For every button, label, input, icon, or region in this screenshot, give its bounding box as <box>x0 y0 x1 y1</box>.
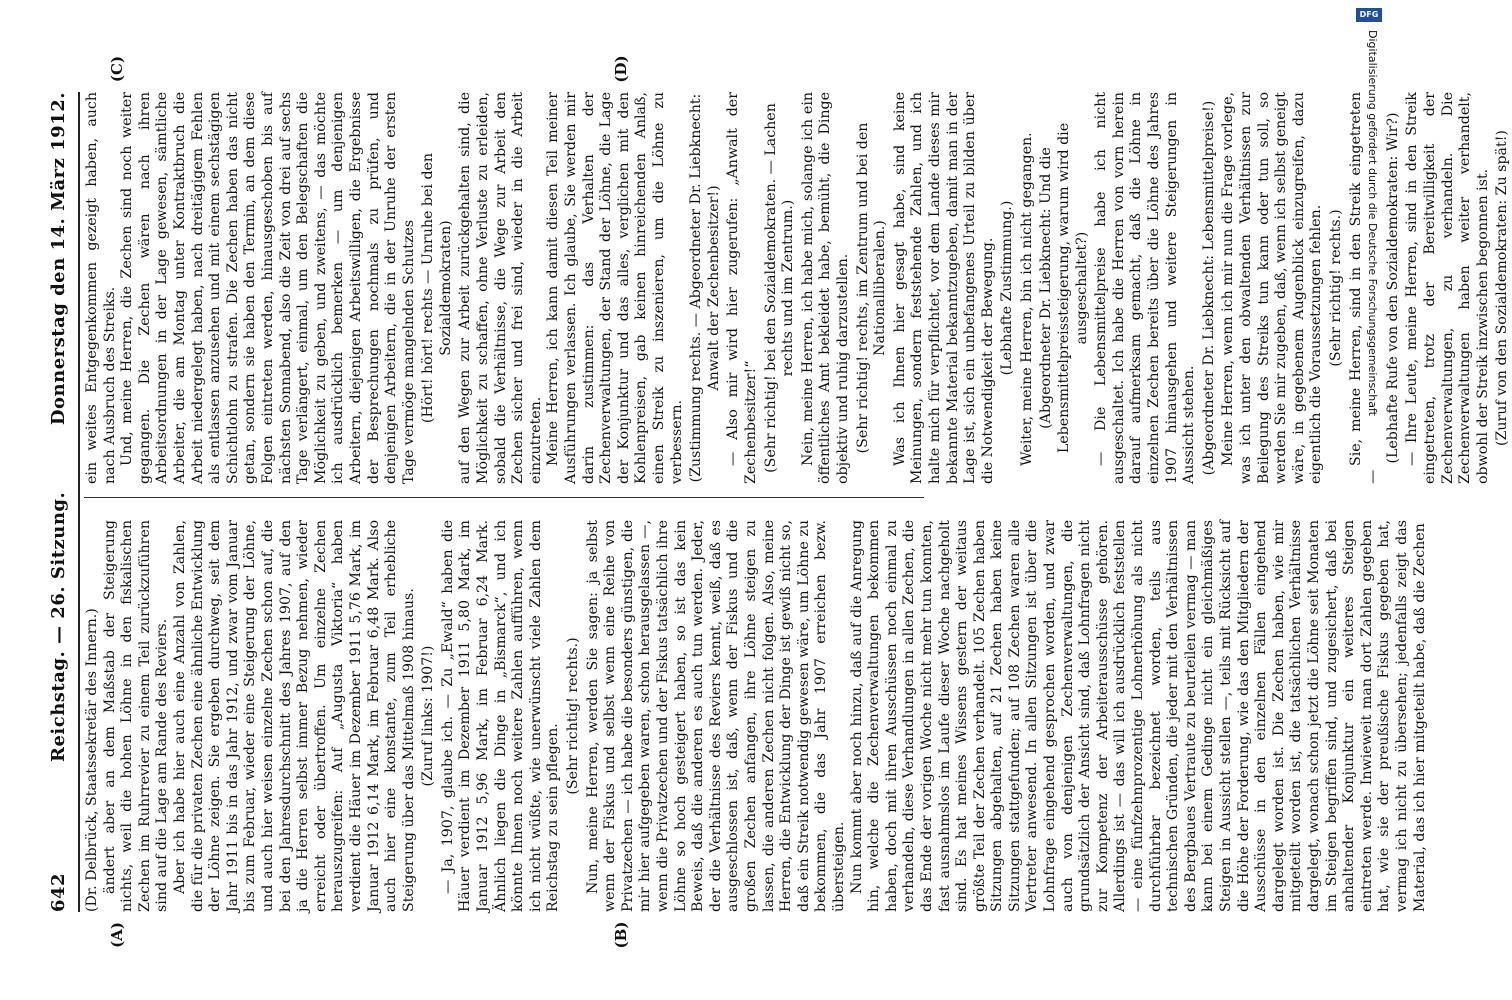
interjection: (Lebhafte Rufe von den Sozialdemokraten: Wir?) <box>1384 112 1401 464</box>
interjection: (Sehr richtig! rechts, im Zentrum und bei den Nationalliberalen.) <box>854 122 889 454</box>
interjection: (Zuruf links: 1907!) <box>420 645 437 787</box>
paragraph: Was ich Ihnen hier gesagt habe, sind keine Meinungen, sondern feststehende Zahlen, und ich halte mich für verpflichtet, vor dem Lande dieses mir bekannte Material bekanntzugeben, damit man in der Lage ist, sich ein unbefangenes Urteil zu bilden über die Notwendigkeit der Bewegung. <box>891 92 996 484</box>
paragraph: Meine Herren, wenn ich mir nun die Frage vorlege, was ich unter den obwaltenden Verhältnissen zur Beilegung des Streiks tun kann oder tun soll, so werden Sie mir zugeben, daß, wenn ich selbst geneigt wäre, in gegebenem Augenblick einzugreifen, dazu eigentlich die Voraussetzungen fehlen. <box>1220 92 1325 484</box>
header-left-title: Reichstag. — 26. Sitzung. <box>48 491 69 762</box>
paragraph: — Die Lebensmittelpreise habe ich nicht ausgeschaltet. Ich habe die Herren von vorn herein darauf aufmerksam gemacht, daß die Löhne in einzelnen Zechen bereits über die Löhne des Jahres 1907 hinausgehen und weitere Steigerungen in Aussicht stehen. <box>1093 92 1198 484</box>
margin-marker-a: (A) <box>108 922 126 948</box>
interjection: (Sehr richtig! rechts.) <box>1327 209 1344 367</box>
digitization-credit: Digitalisierung gefördert durch die Deutsche Forschungsgemeinschaft <box>1366 30 1379 416</box>
margin-marker-b: (B) <box>612 921 630 949</box>
paragraph: ändert aber an dem Maßstab der Steigerung nichts, weil die hohen Löhne in den fiskalischen Zechen im Ruhrrevier zu einem Teil zurückzuführen sind auf die Lage am Rande des Reviers. <box>101 520 171 912</box>
paragraph: ein weites Entgegenkommen gezeigt haben, auch nach Ausbruch des Streiks. <box>84 92 118 484</box>
paragraph: Aber ich habe hier auch eine Anzahl von Zahlen, die für die privaten Zechen eine ähnliche Entwicklung der Löhne zeigen. Sie ergeben durchweg, seit dem Jahr 1911 bis in das Jahr 1912, und zwar vom Januar bis zum Februar, wieder eine Steigerung der Löhne, und auch hier weisen einzelne Zechen schon auf, die bei den Jahresdurchschnitt des Jahres 1907, auf den ja die Herren selbst immer Bezug nehmen, wieder erreicht oder übertroffen. Um einzelne Zechen herauszugreifen: Auf „Augusta Viktoria“ haben verdient die Häuer im Dezember 1911 5,76 Mark, im Januar 1912 6,14 Mark, im Februar 6,48 Mark. Also auch hier eine konstante, zum Teil erhebliche Steigerung über das Mittelmaß 1908 hinaus. <box>171 520 417 912</box>
paragraph: Und, meine Herren, die Zechen sind noch weiter gegangen. Die Zechen wären nach ihren Arbeitsordnungen in der Lage gewesen, sämtliche Arbeiter, die am Montag unter Kontraktbruch die Arbeit niedergelegt haben, nach dreitägigem Fehlen als entlassen anzusehen und mit einem sechstägigen Schichtlohn zu strafen. Die Zechen haben das nicht getan, sondern sie haben den Termin, an dem diese Folgen eintreten werden, hinausgeschoben bis auf nächsten Sonnabend, also die Zeit von drei auf sechs Tage verlängert, einmal, um den Belegschaften die Möglichkeit zu geben, und zweitens, — das möchte ich ausdrücklich bemerken — um denjenigen Arbeitern, diejenigen Arbeitswilligen, die Ergebnisse der Besprechungen nochmals zu prüfen, und denjenigen Arbeitern, die in der Unruhe der ersten Tage vermöge mangelnden Schutzes <box>119 92 417 484</box>
interjection: (Zustimmung rechts. — Abgeordneter Dr. Liebknecht: Anwalt der Zechenbesitzer!) <box>688 93 722 483</box>
paragraph: Nein, meine Herren, ich habe mich, solange ich ein öffentliches Amt bekleidet habe, bemüht, die Dinge objektiv und ruhig darzustellen. <box>799 92 851 484</box>
paragraph: Nun kommt aber noch hinzu, daß auf die Anregung hin, welche die Zechenverwaltungen bekommen haben, doch mit ihren Ausschüssen noch einmal zu verhandeln, diese Verhandlungen in allen Zechen, die das Ende der vorigen Woche nicht mehr tun konnten, fast ausnahmslos im Laufe dieser Woche nachgeholt sind. Es hat meines Wissens gestern der weitaus größte Teil der Zechen verhandelt. 105 Zechen haben Sitzungen abgehalten, auf 21 Zechen haben keine Sitzungen stattgefunden; auf 108 Zechen waren alle Vertreter anwesend. In allen Sitzungen ist über die Lohnfrage eingehend gesprochen worden, und zwar auch von denjenigen Zechenverwaltungen, die grundsätzlich der Ansicht sind, daß Lohnfragen nicht zur Kompetenz der Arbeiterausschüsse gehören. Allerdings ist — das will ich ausdrücklich feststellen — eine fünfzehnprozentige Lohnerhöhung als nicht durchführbar bezeichnet worden, teils aus technischen Gründen, die jeder mit den Verhältnissen des Bergbaues Vertraute zu beurteilen vermag — man kann bei einem Gedinge nicht ein gleichmäßiges Steigen in Aussicht stellen —, teils mit Rücksicht auf die Höhe der Forderung, wie das den Mitgliedern der Ausschüsse in den einzelnen Fällen eingehend dargelegt worden ist. Die Zechen haben, wie mir mitgeteilt worden ist, die tatsächlichen Verhältnisse dargelegt, wonach schon jetzt die Löhne seit Monaten im Steigen begriffen sind, und zugesichert, daß bei anhaltender Konjunktur ein weiteres Steigen eintreten werde. Inwieweit man dort Zahlen gegeben hat, wie sie der preußische Fiskus gegeben hat, vermag ich nicht zu übersehen; jedenfalls zeigt das Material, das ich hier mitgeteilt habe, daß die Zechen <box>848 520 1428 912</box>
column-divider <box>84 497 924 498</box>
paragraph: — Also mir wird hier zugerufen: „Anwalt der Zechenbesitzer!“ <box>725 92 759 484</box>
page-header <box>48 92 74 912</box>
interjection: (Sehr richtig! rechts.) <box>565 637 582 795</box>
header-right-title: Donnerstag den 14. März 1912. <box>48 92 69 426</box>
page-number: 642 <box>48 872 69 912</box>
margin-marker-d: (D) <box>612 55 630 83</box>
paragraph: (Dr. Delbrück, Staatssekretär des Innern.) <box>84 608 100 912</box>
dfg-logo: DFG <box>1356 8 1382 22</box>
paragraph: — Ihre Leute, meine Herren, sind in den Streik eingetreten, trotz der Bereitwilligkeit der Zechenverwaltungen, zu verhandeln. Die Zechenverwaltungen haben weiter verhandelt, obwohl der Streik inzwischen begonnen ist. <box>1404 92 1491 484</box>
interjection: (Zuruf von den Sozialdemokraten: Zu spät!) <box>1494 130 1511 446</box>
paragraph: Meine Herren, ich kann damit diesen Teil meiner Ausführungen verlassen. Ich glaube, Sie werden mir darin zustimmen: das Verhalten der Zechenverwaltungen, der Stand der Löhne, die Lage der Konjunktur und das alles, verglichen mit den Kohlenpreisen, gab keinen hinreichenden Anlaß, einen Streik zu inszenieren, um die Löhne zu verbessern. <box>545 92 685 484</box>
margin-marker-c: (C) <box>108 55 126 83</box>
interjection: (Hört! hört! rechts — Unruhe bei den Sozialdemokraten) <box>420 152 454 424</box>
paragraph: Nun, meine Herren, werden Sie sagen: ja selbst wenn der Fiskus und selbst wenn eine Reihe von Privatzechen — ich habe die besonders günstigen, die mir hier aufgegeben waren, schon herausgelassen —, wenn die Privatzechen und der Fiskus tatsächlich ihre Löhne so hoch gesteigert haben, so ist das kein Beweis, daß die anderen es auch tun werden. Jeder, der die Verhältnisse des Reviers kennt, weiß, daß es ausgeschlossen ist, daß, wenn der Fiskus und die großen Zechen anfangen, ihre Löhne steigen zu lassen, die anderen Zechen nicht folgen. Also, meine Herren, die Entwicklung der Dinge ist gewiß nicht so, daß ein Streik notwendig gewesen wäre, um Löhne zu bekommen, die das Jahr 1907 erreichen bezw. übersteigen. <box>584 520 847 912</box>
interjection: (Abgeordneter Dr. Liebknecht: Und die Lebensmittelpreissteigerung, warum wird die ausgeschaltet?) <box>1038 122 1090 454</box>
header-rule <box>78 92 80 912</box>
left-column <box>84 520 1428 912</box>
interjection: (Lebhafte Zustimmung.) <box>999 200 1016 376</box>
paragraph: auf den Wegen zur Arbeit zurückgehalten sind, die Möglichkeit zu schaffen, ohne Verluste zu erleiden, sobald die Verhältnisse, die Wege zur Arbeit den Zechen sicher und frei sind, wieder in die Arbeit einzutreten. <box>457 92 544 484</box>
paragraph: — Ja, 1907, glaube ich. — Zu „Ewald“ haben die Häuer verdient im Dezember 1911 5,80 Mark, im Januar 1912 5,96 Mark, im Februar 6,24 Mark. Ähnlich liegen die Dinge in „Bismarck“, und ich könnte Ihnen noch weitere Zahlen aufführen, wenn ich nicht wüßte, wie unerwünscht viele Zahlen dem Reichstag zu sein pflegen. <box>439 520 562 912</box>
paragraph: Weiter, meine Herren, bin ich nicht gegangen. <box>1018 132 1035 466</box>
interjection: (Abgeordneter Dr. Liebknecht: Lebensmittelpreise!) <box>1200 100 1217 476</box>
interjection: (Sehr richtig! bei den Sozialdemokraten. — Lachen rechts und im Zentrum.) <box>762 103 797 473</box>
paragraph: Sie, meine Herren, sind in den Streik eingetreten — <box>1347 92 1382 484</box>
